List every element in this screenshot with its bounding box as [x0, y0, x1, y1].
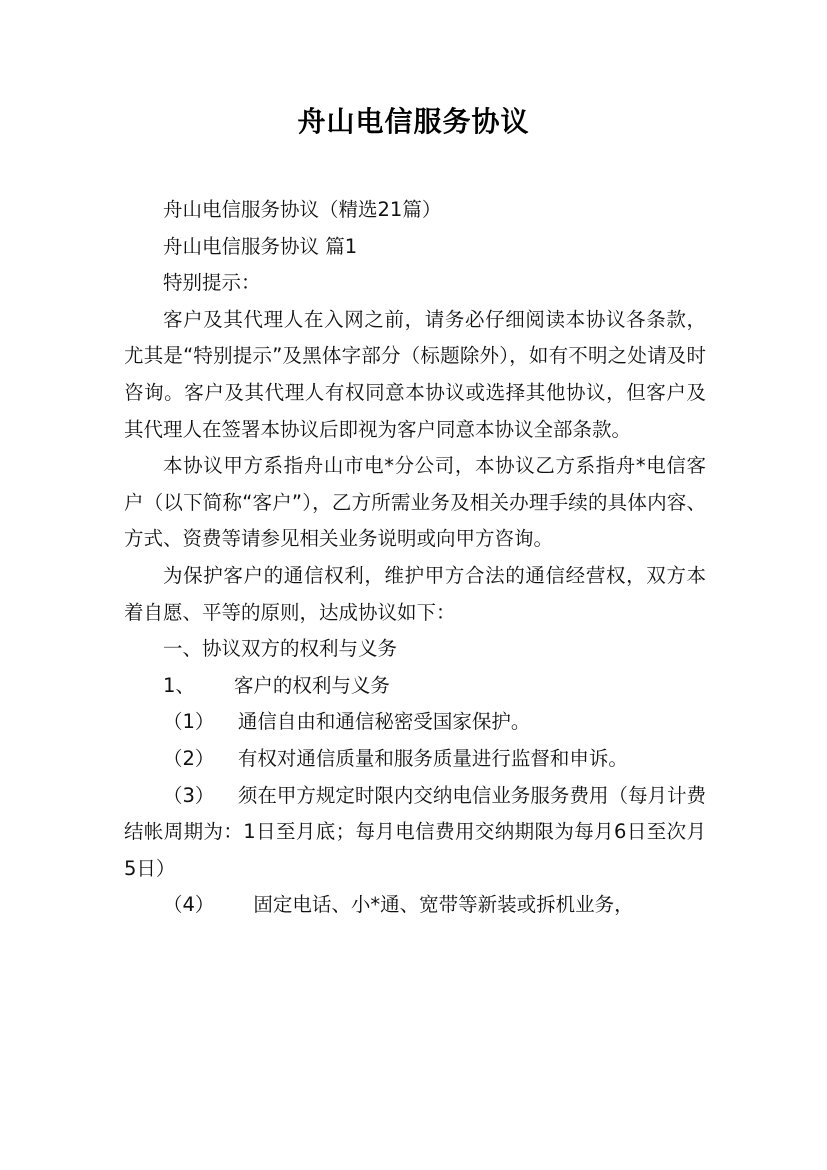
paragraph-special-notice: 特别提示：: [163, 271, 261, 295]
clause-text: 须在甲方规定时限内交纳电信业务服务费用（每月计费结帐周期为：1日至月底；每月电信费用交纳期限为每月6日至次月5日）: [124, 783, 706, 880]
document-body: [124, 192, 706, 924]
clause-number: （3）: [163, 783, 215, 807]
document-title: 舟山电信服务协议: [297, 105, 530, 138]
item-text: 客户的权利与义务: [233, 673, 390, 697]
item-number: 1、: [163, 673, 195, 697]
clause-number: （1）: [163, 710, 215, 734]
clause-text: 固定电话、小*通、宽带等新装或拆机业务，: [253, 893, 634, 917]
clause-text: 通信自由和通信秘密受国家保护。: [237, 710, 531, 734]
clause-item: [124, 778, 706, 888]
clause-number: （4）: [163, 893, 215, 917]
list-item: [124, 668, 706, 705]
paragraph-part-heading: 舟山电信服务协议 篇1: [163, 234, 358, 258]
clause-item: [124, 887, 706, 924]
clause-number: （2）: [163, 746, 215, 770]
paragraph-subtitle: 舟山电信服务协议（精选21篇）: [163, 198, 442, 221]
clause-item: [124, 741, 706, 778]
paragraph-intro: 客户及其代理人在入网之前，请务必仔细阅读本协议各条款，尤其是“特别提示”及黑体字部分（标题除外），如有不明之处请及时咨询。客户及其代理人有权同意本协议或选择其他协议，但客户及其代理人在签署本协议后即视为客户同意本协议全部条款。: [124, 307, 706, 441]
paragraph-purpose: 为保护客户的通信权利，维护甲方合法的通信经营权，双方本着自愿、平等的原则，达成协议如下：: [124, 563, 706, 624]
clause-text: 有权对通信质量和服务质量进行监督和申诉。: [237, 746, 628, 770]
paragraph-parties: 本协议甲方系指舟山市电*分公司，本协议乙方系指舟*电信客户（以下简称“客户”），乙方所需业务及相关办理手续的具体内容、方式、资费等请参见相关业务说明或向甲方咨询。: [124, 454, 706, 551]
clause-item: [124, 704, 706, 741]
section-heading: 一、协议双方的权利与义务: [163, 637, 398, 661]
